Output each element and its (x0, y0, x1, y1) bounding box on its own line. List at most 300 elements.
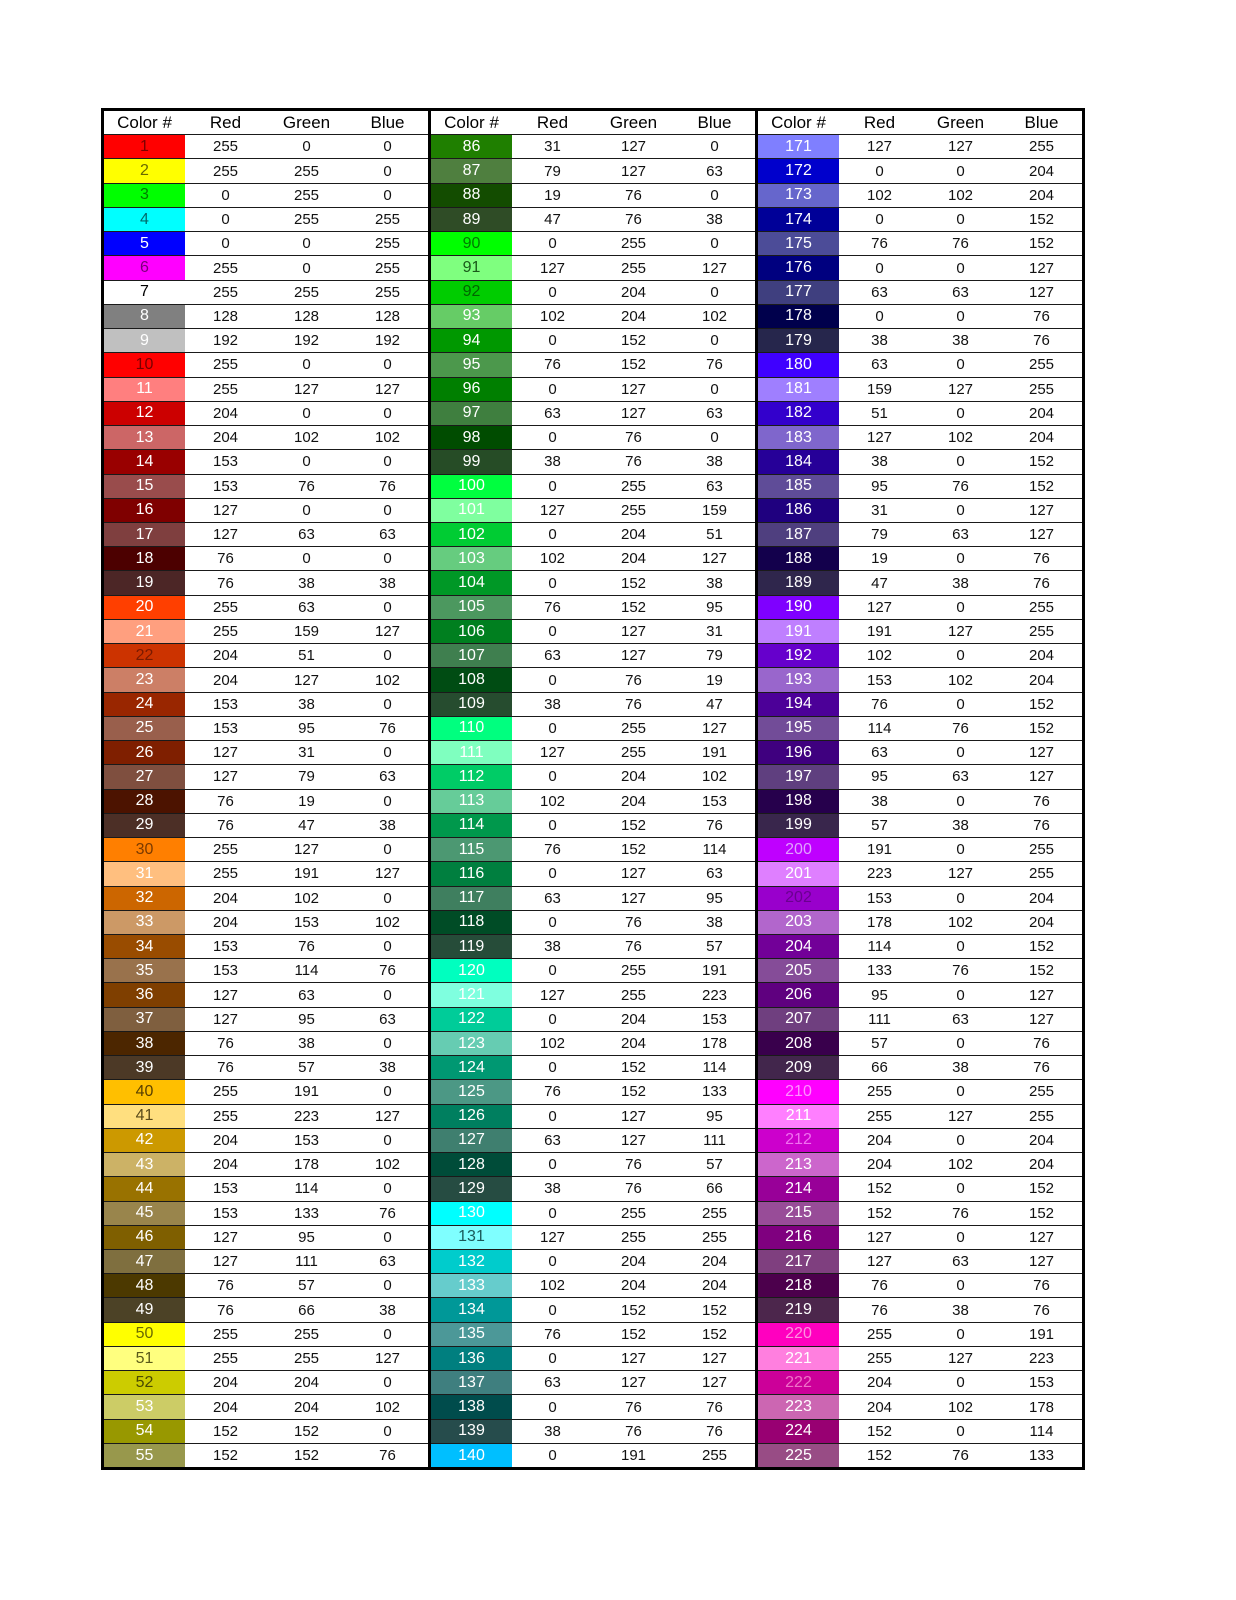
red-value: 204 (212, 429, 239, 447)
color-swatch: 5 (104, 232, 185, 255)
red-value: 63 (544, 647, 561, 665)
red-value: 63 (871, 744, 888, 762)
red-value: 0 (548, 719, 557, 737)
blue-value: 127 (1028, 1228, 1055, 1246)
blue-value: 255 (374, 283, 401, 301)
color-swatch: 187 (758, 523, 839, 546)
color-swatch: 219 (758, 1298, 839, 1321)
red-value: 204 (212, 404, 239, 422)
blue-value: 0 (383, 1422, 392, 1440)
green-value: 76 (298, 477, 315, 495)
color-swatch: 173 (758, 184, 839, 207)
color-swatch: 200 (758, 838, 839, 861)
color-swatch: 192 (758, 644, 839, 667)
color-swatch: 133 (431, 1274, 512, 1297)
red-value: 63 (544, 1374, 561, 1392)
table-row (758, 1129, 1082, 1153)
green-value: 159 (293, 623, 320, 641)
green-value: 0 (956, 695, 965, 713)
blue-value: 0 (383, 1374, 392, 1392)
color-swatch: 202 (758, 887, 839, 910)
blue-value: 76 (1033, 1301, 1050, 1319)
red-value: 204 (212, 647, 239, 665)
blue-value: 76 (706, 356, 723, 374)
blue-value: 255 (1028, 598, 1055, 616)
color-swatch: 189 (758, 571, 839, 594)
table-row (758, 911, 1082, 935)
table-row (758, 499, 1082, 523)
table-row (431, 232, 755, 256)
green-value: 66 (298, 1301, 315, 1319)
green-value: 0 (956, 1035, 965, 1053)
table-row (431, 1032, 755, 1056)
table-row (431, 959, 755, 983)
red-value: 0 (548, 235, 557, 253)
green-value: 0 (956, 1083, 965, 1101)
red-value: 133 (866, 962, 893, 980)
red-value: 76 (871, 1277, 888, 1295)
blue-value: 127 (1028, 526, 1055, 544)
red-value: 0 (875, 211, 884, 229)
green-value: 127 (620, 1374, 647, 1392)
table-row (104, 523, 428, 547)
red-value: 204 (866, 1374, 893, 1392)
color-swatch: 51 (104, 1347, 185, 1370)
table-row (104, 1129, 428, 1153)
table-row (104, 959, 428, 983)
table-row (758, 402, 1082, 426)
table-row (104, 184, 428, 208)
color-swatch: 184 (758, 450, 839, 473)
red-value: 0 (548, 1398, 557, 1416)
red-value: 0 (548, 623, 557, 641)
color-swatch: 134 (431, 1298, 512, 1321)
blue-value: 255 (374, 211, 401, 229)
blue-value: 127 (374, 380, 401, 398)
red-value: 31 (871, 501, 888, 519)
table-row (104, 1226, 428, 1250)
color-swatch: 38 (104, 1032, 185, 1055)
green-value: 255 (620, 1228, 647, 1246)
blue-value: 127 (374, 1107, 401, 1125)
blue-value: 255 (1028, 380, 1055, 398)
table-row (758, 1080, 1082, 1104)
red-value: 51 (871, 404, 888, 422)
table-row (104, 1420, 428, 1444)
blue-value: 38 (379, 1059, 396, 1077)
table-row (431, 1056, 755, 1080)
table-row (431, 450, 755, 474)
red-value: 255 (212, 380, 239, 398)
blue-value: 127 (1028, 1253, 1055, 1271)
table-row (431, 402, 755, 426)
blue-value: 102 (374, 1156, 401, 1174)
color-swatch: 127 (431, 1129, 512, 1152)
color-swatch: 128 (431, 1153, 512, 1176)
color-swatch: 204 (758, 935, 839, 958)
blue-value: 102 (374, 913, 401, 931)
table-row (758, 1177, 1082, 1201)
header-red: Red (209, 112, 242, 132)
color-swatch: 207 (758, 1008, 839, 1031)
header-row (104, 111, 428, 135)
table-row (758, 1226, 1082, 1250)
table-row (104, 887, 428, 911)
green-value: 255 (620, 259, 647, 277)
color-swatch: 221 (758, 1347, 839, 1370)
red-value: 255 (212, 1107, 239, 1125)
blue-value: 0 (710, 380, 719, 398)
green-value: 57 (298, 1059, 315, 1077)
table-row (104, 1371, 428, 1395)
red-value: 95 (871, 768, 888, 786)
color-swatch: 110 (431, 717, 512, 740)
color-swatch: 26 (104, 741, 185, 764)
color-swatch: 47 (104, 1250, 185, 1273)
red-value: 255 (866, 1107, 893, 1125)
color-swatch: 43 (104, 1153, 185, 1176)
red-value: 153 (212, 695, 239, 713)
blue-value: 0 (383, 695, 392, 713)
red-value: 255 (866, 1350, 893, 1368)
green-value: 0 (956, 1422, 965, 1440)
table-row (431, 668, 755, 692)
green-value: 76 (952, 719, 969, 737)
blue-value: 255 (1028, 623, 1055, 641)
color-swatch: 49 (104, 1298, 185, 1321)
color-swatch: 172 (758, 159, 839, 182)
color-swatch: 24 (104, 693, 185, 716)
blue-value: 255 (374, 235, 401, 253)
table-row (431, 1177, 755, 1201)
table-row (758, 184, 1082, 208)
red-value: 152 (212, 1447, 239, 1464)
table-row (431, 1250, 755, 1274)
table-row (758, 862, 1082, 886)
color-swatch: 203 (758, 911, 839, 934)
color-swatch: 50 (104, 1323, 185, 1346)
table-row (431, 717, 755, 741)
blue-value: 0 (383, 1131, 392, 1149)
color-swatch: 6 (104, 256, 185, 279)
green-value: 127 (620, 865, 647, 883)
table-row (431, 911, 755, 935)
green-value: 152 (620, 1083, 647, 1101)
red-value: 152 (866, 1422, 893, 1440)
table-row (431, 741, 755, 765)
blue-value: 204 (1028, 162, 1055, 180)
red-value: 153 (212, 453, 239, 471)
red-value: 152 (212, 1422, 239, 1440)
blue-value: 204 (1028, 404, 1055, 422)
green-value: 63 (298, 598, 315, 616)
color-swatch: 52 (104, 1371, 185, 1394)
table-row (104, 402, 428, 426)
green-value: 51 (298, 647, 315, 665)
table-row (431, 1371, 755, 1395)
table-row (758, 1008, 1082, 1032)
red-value: 204 (212, 1131, 239, 1149)
blue-value: 192 (374, 332, 401, 350)
green-value: 152 (620, 574, 647, 592)
red-value: 127 (212, 501, 239, 519)
table-row (431, 305, 755, 329)
blue-value: 38 (379, 816, 396, 834)
blue-value: 63 (379, 1253, 396, 1271)
green-value: 111 (295, 1253, 318, 1271)
table-row (104, 378, 428, 402)
color-swatch: 117 (431, 887, 512, 910)
red-value: 0 (548, 1350, 557, 1368)
red-value: 0 (548, 574, 557, 592)
color-swatch: 225 (758, 1444, 839, 1467)
color-swatch: 218 (758, 1274, 839, 1297)
blue-value: 204 (1028, 186, 1055, 204)
red-value: 153 (866, 671, 893, 689)
red-value: 0 (548, 477, 557, 495)
green-value: 76 (625, 1422, 642, 1440)
green-value: 204 (620, 550, 647, 568)
table-row (104, 329, 428, 353)
table-row (431, 1153, 755, 1177)
blue-value: 0 (383, 404, 392, 422)
color-swatch: 21 (104, 620, 185, 643)
blue-value: 178 (701, 1035, 728, 1053)
blue-value: 0 (383, 792, 392, 810)
blue-value: 76 (1033, 307, 1050, 325)
blue-value: 127 (374, 1350, 401, 1368)
color-swatch: 214 (758, 1177, 839, 1200)
red-value: 102 (539, 1035, 566, 1053)
green-value: 63 (952, 768, 969, 786)
red-value: 63 (871, 356, 888, 374)
header-blue: Blue (697, 112, 732, 132)
red-value: 191 (866, 841, 893, 859)
color-swatch: 114 (431, 814, 512, 837)
red-value: 76 (217, 1277, 234, 1295)
green-value: 102 (947, 1398, 974, 1416)
table-row (431, 281, 755, 305)
blue-value: 152 (1028, 695, 1055, 713)
red-value: 0 (548, 913, 557, 931)
table-row (431, 1080, 755, 1104)
green-value: 152 (620, 332, 647, 350)
blue-value: 152 (1028, 938, 1055, 956)
blue-value: 76 (379, 1447, 396, 1464)
red-value: 127 (212, 1010, 239, 1028)
table-row (431, 1226, 755, 1250)
green-value: 102 (947, 913, 974, 931)
blue-value: 76 (1033, 792, 1050, 810)
blue-value: 223 (1028, 1350, 1055, 1368)
table-row (758, 353, 1082, 377)
red-value: 76 (217, 1059, 234, 1077)
table-row (758, 1395, 1082, 1419)
color-swatch: 132 (431, 1250, 512, 1273)
red-value: 127 (539, 259, 566, 277)
red-value: 76 (871, 695, 888, 713)
color-swatch: 91 (431, 256, 512, 279)
red-value: 153 (212, 938, 239, 956)
red-value: 178 (866, 913, 893, 931)
table-row (758, 668, 1082, 692)
table-row (758, 1347, 1082, 1371)
color-swatch: 101 (431, 499, 512, 522)
blue-value: 0 (383, 938, 392, 956)
green-value: 0 (956, 938, 965, 956)
red-value: 153 (212, 477, 239, 495)
color-swatch: 34 (104, 935, 185, 958)
green-value: 102 (947, 429, 974, 447)
table-row (104, 1202, 428, 1226)
color-swatch: 55 (104, 1444, 185, 1467)
color-swatch: 138 (431, 1395, 512, 1418)
color-swatch: 185 (758, 475, 839, 498)
red-value: 76 (217, 792, 234, 810)
table-row (104, 765, 428, 789)
red-value: 0 (548, 1059, 557, 1077)
red-value: 76 (544, 598, 561, 616)
blue-value: 0 (710, 332, 719, 350)
blue-value: 76 (379, 719, 396, 737)
red-value: 127 (212, 1228, 239, 1246)
table-row (104, 1177, 428, 1201)
table-row (104, 1395, 428, 1419)
red-value: 127 (539, 1228, 566, 1246)
table-row (431, 596, 755, 620)
red-value: 255 (212, 259, 239, 277)
red-value: 102 (866, 186, 893, 204)
color-swatch: 17 (104, 523, 185, 546)
color-swatch: 111 (431, 741, 512, 764)
table-row (431, 378, 755, 402)
red-value: 76 (544, 1325, 561, 1343)
red-value: 0 (221, 235, 230, 253)
blue-value: 191 (701, 744, 728, 762)
red-value: 255 (212, 841, 239, 859)
table-row (758, 1274, 1082, 1298)
red-value: 76 (871, 1301, 888, 1319)
color-swatch: 201 (758, 862, 839, 885)
blue-value: 0 (383, 1325, 392, 1343)
green-value: 192 (293, 332, 320, 350)
color-swatch: 205 (758, 959, 839, 982)
green-value: 0 (956, 550, 965, 568)
table-row (431, 547, 755, 571)
table-row (758, 1056, 1082, 1080)
table-row (758, 135, 1082, 159)
color-swatch: 139 (431, 1420, 512, 1443)
color-swatch: 180 (758, 353, 839, 376)
blue-value: 152 (1028, 1180, 1055, 1198)
color-swatch: 37 (104, 1008, 185, 1031)
table-row (758, 329, 1082, 353)
green-value: 152 (620, 841, 647, 859)
green-value: 255 (293, 1350, 320, 1368)
color-swatch: 2 (104, 159, 185, 182)
table-row (104, 1153, 428, 1177)
blue-value: 153 (1028, 1374, 1055, 1392)
red-value: 255 (866, 1325, 893, 1343)
blue-value: 255 (701, 1228, 728, 1246)
table-row (758, 281, 1082, 305)
red-value: 152 (866, 1447, 893, 1464)
green-value: 127 (293, 671, 320, 689)
color-swatch: 41 (104, 1105, 185, 1128)
color-swatch: 93 (431, 305, 512, 328)
green-value: 127 (620, 647, 647, 665)
table-row (758, 1153, 1082, 1177)
red-value: 0 (548, 332, 557, 350)
blue-value: 255 (701, 1447, 728, 1464)
red-value: 102 (539, 550, 566, 568)
table-row (431, 1129, 755, 1153)
color-swatch: 107 (431, 644, 512, 667)
green-value: 223 (293, 1107, 320, 1125)
table-row (104, 450, 428, 474)
green-value: 191 (293, 865, 320, 883)
red-value: 19 (544, 186, 561, 204)
blue-value: 127 (1028, 986, 1055, 1004)
green-value: 191 (293, 1083, 320, 1101)
red-value: 102 (539, 307, 566, 325)
green-value: 204 (620, 1277, 647, 1295)
green-value: 76 (625, 913, 642, 931)
blue-value: 114 (702, 841, 727, 859)
blue-value: 191 (701, 962, 728, 980)
color-swatch: 42 (104, 1129, 185, 1152)
color-swatch: 206 (758, 983, 839, 1006)
green-value: 0 (956, 744, 965, 762)
color-swatch: 3 (104, 184, 185, 207)
blue-value: 76 (379, 1204, 396, 1222)
color-swatch: 22 (104, 644, 185, 667)
blue-value: 19 (706, 671, 723, 689)
green-value: 255 (620, 744, 647, 762)
color-swatch: 119 (431, 935, 512, 958)
green-value: 127 (947, 1350, 974, 1368)
red-value: 255 (212, 1083, 239, 1101)
blue-value: 76 (379, 477, 396, 495)
red-value: 153 (212, 962, 239, 980)
red-value: 153 (212, 719, 239, 737)
blue-value: 63 (379, 526, 396, 544)
table-row (758, 790, 1082, 814)
blue-value: 76 (379, 962, 396, 980)
color-swatch: 44 (104, 1177, 185, 1200)
red-value: 63 (544, 404, 561, 422)
blue-value: 0 (383, 598, 392, 616)
color-swatch: 27 (104, 765, 185, 788)
red-value: 127 (539, 744, 566, 762)
color-swatch: 15 (104, 475, 185, 498)
blue-value: 0 (383, 1035, 392, 1053)
blue-value: 0 (710, 186, 719, 204)
color-swatch: 190 (758, 596, 839, 619)
table-row (431, 887, 755, 911)
color-swatch: 191 (758, 620, 839, 643)
table-row (758, 1371, 1082, 1395)
blue-value: 152 (1028, 453, 1055, 471)
table-row (758, 959, 1082, 983)
blue-value: 0 (383, 1180, 392, 1198)
blue-value: 0 (383, 356, 392, 374)
color-swatch: 99 (431, 450, 512, 473)
blue-value: 95 (706, 598, 723, 616)
blue-value: 0 (710, 235, 719, 253)
table-row (104, 1347, 428, 1371)
green-value: 127 (293, 841, 320, 859)
